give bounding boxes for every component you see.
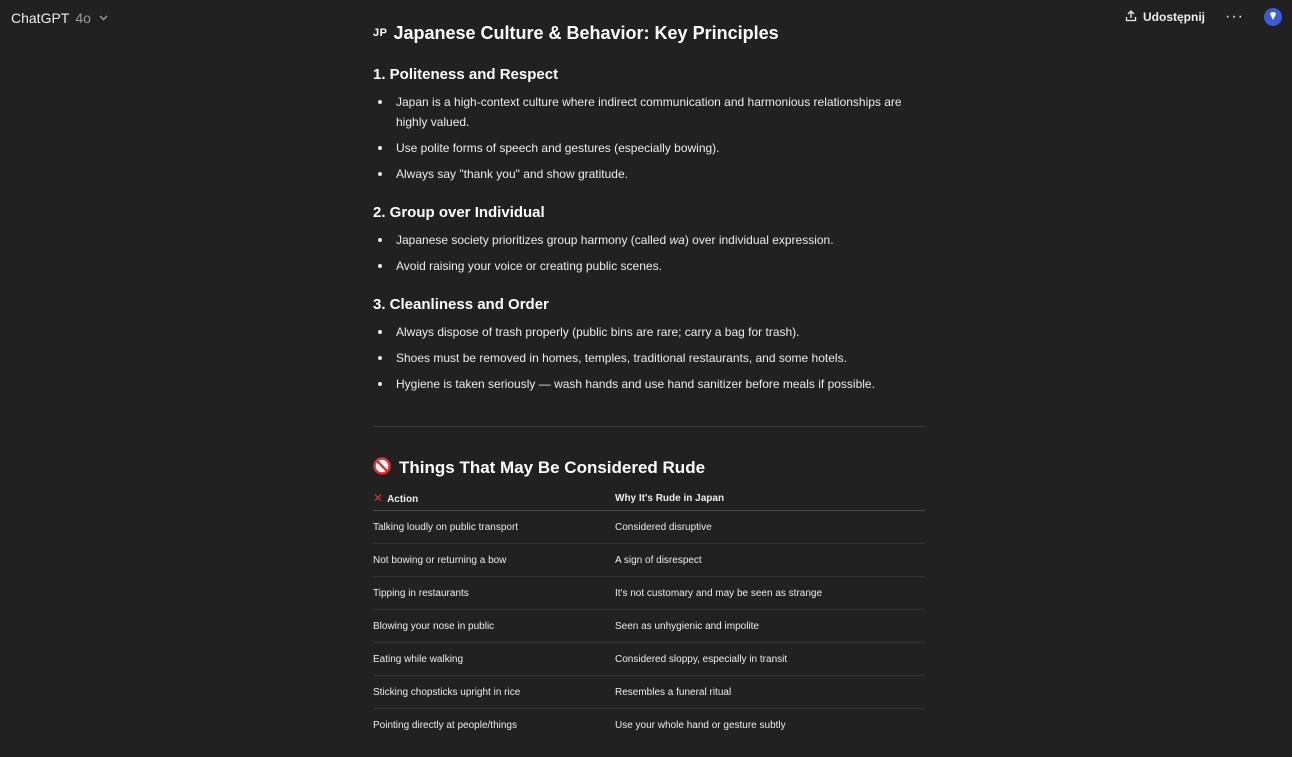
list-item: Avoid raising your voice or creating public scenes. [373,256,925,276]
more-options-button[interactable]: ··· [1225,8,1244,25]
table-row [373,709,925,742]
table-row [373,577,925,610]
why-cell: Seen as unhygienic and impolite [615,610,925,643]
action-cell: Not bowing or returning a bow [373,544,615,577]
list-item: Japan is a high-context culture where indirect communication and harmonious relationships are highly valued. [373,92,925,132]
col-why-header: Why It's Rude in Japan [615,486,925,511]
page-title [373,20,925,46]
action-cell: Talking loudly on public transport [373,511,615,544]
diamond-icon [1268,8,1278,26]
list-item: Use polite forms of speech and gestures (especially bowing). [373,138,925,158]
share-button[interactable] [1125,10,1205,25]
flag-jp-icon: JP [373,27,388,39]
page-title-text: Japanese Culture & Behavior: Key Principles [393,22,779,43]
share-label: Udostępnij [1143,10,1206,24]
share-icon [1125,10,1137,25]
section-heading-politeness: 1. Politeness and Respect [373,66,559,83]
cross-icon: ✕ [373,491,384,505]
section-heading-group: 2. Group over Individual [373,204,545,221]
why-cell: Considered sloppy, especially in transit [615,643,925,676]
why-cell: Use your whole hand or gesture subtly [615,719,786,731]
table-row [373,643,925,676]
model-name: 4o [75,10,91,26]
section-heading-cleanliness: 3. Cleanliness and Order [373,296,549,313]
list-item: Japanese society prioritizes group harmony (called wa) over individual expression. [373,230,925,250]
list-item: Always dispose of trash properly (public bins are rare; carry a bag for trash). [373,322,925,342]
why-cell: It's not customary and may be seen as strange [615,577,925,610]
table-row [373,544,925,577]
avatar[interactable] [1264,8,1282,26]
chevron-down-icon [99,13,108,24]
cleanliness-list [373,322,925,394]
list-item: Always say "thank you" and show gratitude. [373,164,925,184]
app-name: ChatGPT [11,10,70,26]
table-row [373,676,925,709]
message-content [373,20,925,741]
why-cell: Considered disruptive [615,511,925,544]
model-selector[interactable] [11,10,108,26]
list-item: Shoes must be removed in homes, temples, traditional restaurants, and some hotels. [373,348,925,368]
action-cell: Sticking chopsticks upright in rice [373,676,615,709]
group-list [373,230,925,276]
why-cell: Resembles a funeral ritual [615,676,925,709]
rude-section-heading [373,456,925,480]
col-action-header: ✕ Action [373,486,615,511]
rude-table [373,486,925,741]
table-header-row [373,486,925,511]
list-item: Hygiene is taken seriously — wash hands and use hand sanitizer before meals if possible. [373,374,925,394]
action-cell: Eating while walking [373,643,615,676]
action-cell: Tipping in restaurants [373,577,615,610]
table-row [373,610,925,643]
table-row [373,511,925,544]
rude-heading-text: Things That May Be Considered Rude [399,458,706,477]
action-cell: Pointing directly at people/things [373,719,517,731]
why-cell: A sign of disrespect [615,544,925,577]
no-entry-icon [373,457,391,480]
politeness-list [373,92,925,184]
action-cell: Blowing your nose in public [373,610,615,643]
